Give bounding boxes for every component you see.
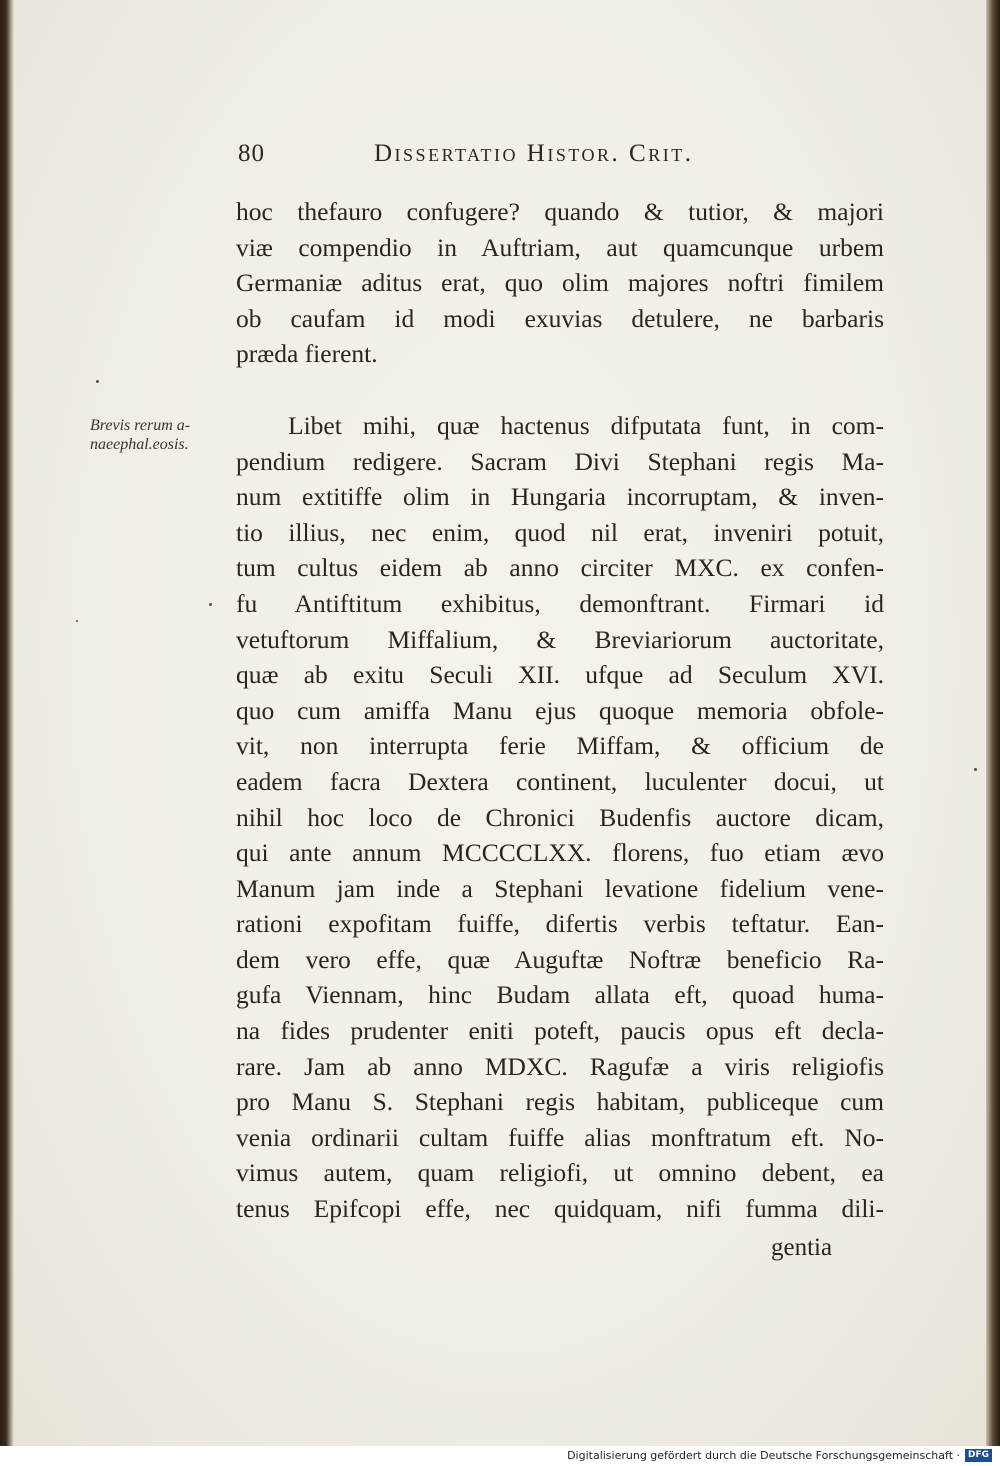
- text-line: vimus autem, quam religiofi, ut omnino debent, ea: [236, 1158, 884, 1188]
- paper-speck: [76, 620, 78, 622]
- paragraph-gap: [236, 372, 884, 408]
- text-line: Germaniæ aditus erat, quo olim majores noftri fimilem: [236, 268, 884, 298]
- page-number: 80: [238, 140, 265, 167]
- text-line: dem vero effe, quæ Auguftæ Noftræ beneficio Ra-: [236, 944, 884, 974]
- paper-speck: [96, 380, 99, 383]
- text-line: pro Manu S. Stephani regis habitam, publiceque cum: [236, 1087, 884, 1117]
- text-line: quæ ab exitu Seculi XII. ufque ad Seculum XVI.: [236, 660, 884, 690]
- text-line: tenus Epifcopi effe, nec quidquam, nifi fumma dili-: [236, 1194, 884, 1224]
- text-line: pendium redigere. Sacram Divi Stephani regis Ma-: [236, 446, 884, 476]
- text-line: hoc thefauro confugere? quando & tutior, & majori: [236, 197, 884, 226]
- text-line: eadem facra Dextera continent, luculenter docui, ut: [236, 766, 884, 796]
- text-line: venia ordinarii cultam fuiffe alias monftratum eft. No-: [236, 1122, 884, 1152]
- text-line: ob caufam id modi exuvias detulere, ne barbaris: [236, 303, 884, 333]
- catchword: gentia: [771, 1234, 833, 1261]
- text-line: viæ compendio in Auftriam, aut quamcunque urbem: [236, 232, 884, 262]
- text-line: præda fierent.: [236, 339, 378, 369]
- dfg-logo: DFG: [965, 1449, 992, 1462]
- margin-note-line: Brevis rerum a-: [90, 417, 191, 434]
- paper-speck: [209, 603, 212, 606]
- text-line: gufa Viennam, hinc Budam allata eft, quoad huma-: [236, 980, 884, 1010]
- margin-note-line: naeephal.eosis.: [90, 436, 189, 453]
- text-line: vit, non interrupta ferie Miffam, & officium de: [236, 731, 884, 761]
- paragraph-2: [236, 408, 884, 1227]
- text-line: na fides prudenter eniti poteft, paucis opus eft decla-: [236, 1016, 884, 1046]
- text-line: rare. Jam ab anno MDXC. Ragufæ a viris religiofis: [236, 1051, 884, 1081]
- margin-note: [90, 416, 240, 454]
- paragraph-1: [236, 194, 884, 372]
- text-line: qui ante annum MCCCCLXX. florens, fuo etiam ævo: [236, 838, 884, 868]
- text-line: Libet mihi, quæ hactenus difputata funt, in com-: [288, 410, 884, 440]
- text-line: vetuftorum Miffalium, & Breviariorum auctoritate,: [236, 624, 884, 654]
- text-line: nihil hoc loco de Chronici Budenfis auctore dicam,: [236, 802, 884, 832]
- text-line: tum cultus eidem ab anno circiter MXC. ex confen-: [236, 553, 884, 583]
- body-text: [236, 194, 884, 1227]
- footer-credit: Digitalisierung gefördert durch die Deutsche Forschungsgemeinschaft ·: [567, 1449, 960, 1462]
- paper-speck: [974, 768, 977, 771]
- text-line: tio illius, nec enim, quod nil erat, inveniri potuit,: [236, 517, 884, 547]
- running-title: Dissertatio Histor. Crit.: [374, 140, 694, 167]
- text-line: rationi expofitam fuiffe, difertis verbis teftatur. Ean-: [236, 909, 884, 939]
- text-line: fu Antiftitum exhibitus, demonftrant. Firmari id: [236, 588, 884, 618]
- text-line: num extitiffe olim in Hungaria incorruptam, & inven-: [236, 482, 884, 512]
- text-line: quo cum amiffa Manu ejus quoque memoria obfole-: [236, 695, 884, 725]
- running-header: [238, 140, 758, 174]
- digitization-footer: [0, 1446, 1000, 1466]
- text-line: Manum jam inde a Stephani levatione fidelium vene-: [236, 873, 884, 903]
